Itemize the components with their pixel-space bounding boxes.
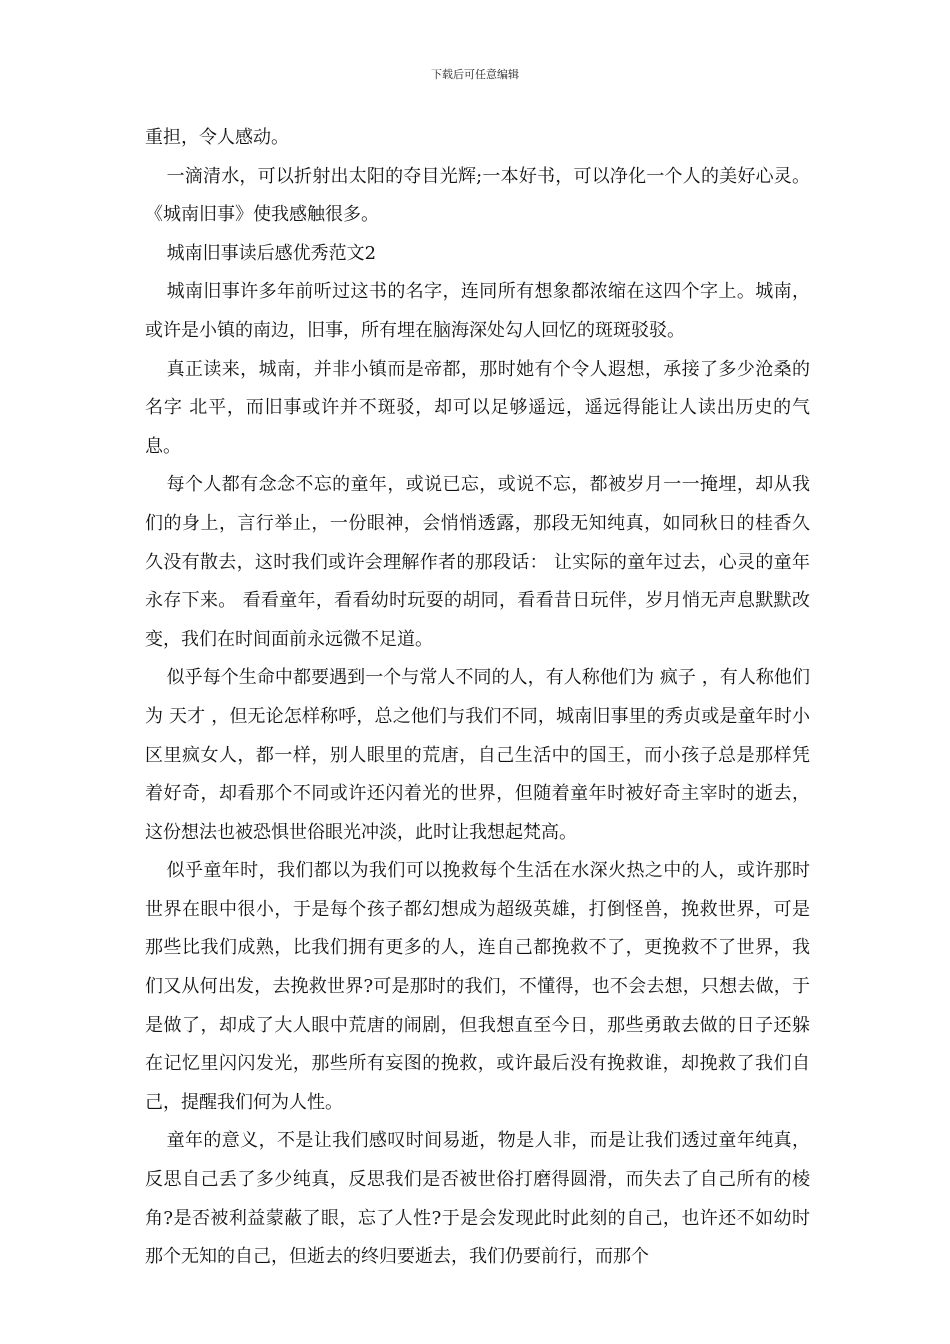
document-body xyxy=(145,119,810,1277)
paragraph: 城南旧事许多年前听过这书的名字，连同所有想象都浓缩在这四个字上。城南，或许是小镇的南边，旧事，所有埋在脑海深处勾人回忆的斑斑驳驳。 xyxy=(145,281,810,341)
paragraph: 每个人都有念念不忘的童年，或说已忘，或说不忘，都被岁月一一掩埋，却从我们的身上，言行举止，一份眼神，会悄悄透露，那段无知纯真，如同秋日的桂香久久没有散去，这时我们或许会理解作者的那段话： 让实际的童年过去，心灵的童年永存下来。 看看童年，看看幼时玩耍的胡同，看看昔日玩伴，岁月悄无声息默默改变，我们在时间面前永远微不足道。 xyxy=(145,474,810,650)
section-heading: 城南旧事读后感优秀范文2 xyxy=(166,242,377,264)
paragraph: 一滴清水，可以折射出太阳的夺目光辉;一本好书，可以净化一个人的美好心灵。《城南旧事》使我感触很多。 xyxy=(145,165,810,226)
paragraph: 童年的意义，不是让我们感叹时间易逝，物是人非，而是让我们透过童年纯真，反思自己丢了多少纯真，反思我们是否被世俗打磨得圆滑，而失去了自己所有的棱角?是否被利益蒙蔽了眼，忘了人性?于是会发现此时此刻的自己，也许还不如幼时那个无知的自己，但逝去的终归要逝去，我们仍要前行，而那个 xyxy=(145,1130,810,1268)
paragraph: 似乎每个生命中都要遇到一个与常人不同的人，有人称他们为 疯子 ，有人称他们为 天才 ，但无论怎样称呼，总之他们与我们不同，城南旧事里的秀贞或是童年时小区里疯女人，都一样，别人眼里的荒唐，自己生活中的国王，而小孩子总是那样凭着好奇，却看那个不同或许还闪着光的世界，但随着童年时被好奇主宰时的逝去，这份想法也被恐惧世俗眼光冲淡，此时让我想起梵高。 xyxy=(145,667,810,843)
page-header: 下载后可任意编辑 xyxy=(431,68,519,81)
paragraph: 重担，令人感动。 xyxy=(145,127,289,148)
paragraph: 真正读来，城南，并非小镇而是帝都，那时她有个令人遐想，承接了多少沧桑的名字 北平，而旧事或许并不斑驳，却可以足够遥远，遥远得能让人读出历史的气息。 xyxy=(145,358,810,457)
paragraph: 似乎童年时，我们都以为我们可以挽救每个生活在水深火热之中的人，或许那时世界在眼中很小，于是每个孩子都幻想成为超级英雄，打倒怪兽，挽救世界，可是那些比我们成熟，比我们拥有更多的人，连自己都挽救不了，更挽救不了世界，我们又从何出发，去挽救世界?可是那时的我们，不懂得，也不会去想，只想去做，于是做了，却成了大人眼中荒唐的闹剧，但我想直至今日，那些勇敢去做的日子还躲在记忆里闪闪发光，那些所有妄图的挽救，或许最后没有挽救谁，却挽救了我们自己，提醒我们何为人性。 xyxy=(145,860,810,1113)
